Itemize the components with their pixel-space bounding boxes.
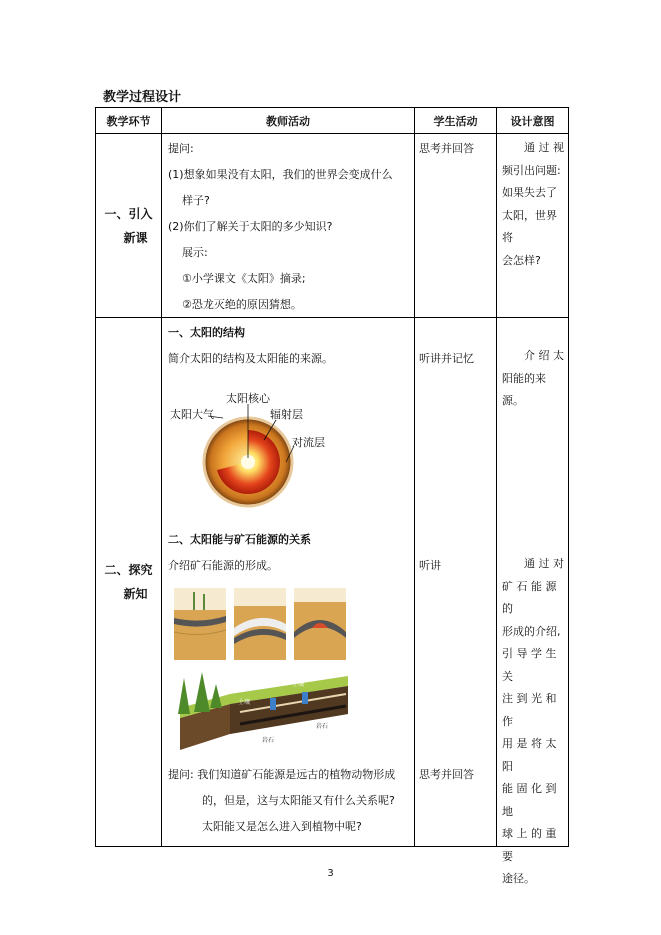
sun-structure-figure (168, 380, 328, 510)
purpose-line: 矿 石 能 源 的 (502, 579, 557, 615)
rock-label: 岩石 (316, 723, 329, 730)
student-activity-intro (415, 134, 497, 318)
stage-label: 新知 (123, 587, 148, 601)
student-text: 思考并回答 (419, 142, 474, 155)
text-line: 提问: (168, 142, 194, 155)
header-purpose: 设计意图 (497, 108, 569, 134)
rock-label: 岩石 (262, 737, 275, 744)
design-purpose-intro (497, 134, 569, 318)
stage-cell-explore (96, 318, 162, 847)
student-activity-explore (415, 318, 497, 847)
purpose-line: 通 过 视 (524, 141, 564, 154)
purpose-line: 频引出问题: (502, 163, 561, 177)
stage-cell-intro (96, 134, 162, 318)
purpose-line: 形成的介绍, (502, 624, 561, 638)
text-line: (2)你们了解关于太阳的多少知识? (168, 220, 333, 233)
purpose-line: 球 上 的 重 要 (502, 827, 557, 863)
text-line: 介绍矿石能源的形成。 (168, 559, 278, 572)
text-line: 的，但是，这与太阳能又有什么关系呢? (202, 794, 395, 807)
stage-label: 新课 (123, 230, 148, 245)
purpose-line: 注 到 光 和 作 (502, 692, 557, 728)
stage-label: 二、探究 (104, 563, 153, 577)
purpose-line: 介 绍 太 (524, 349, 564, 362)
header-stage: 教学环节 (96, 108, 162, 134)
coal-formation-block-figure (170, 668, 348, 752)
teacher-activity-intro (162, 134, 415, 318)
purpose-line: 途径。 (502, 872, 535, 885)
student-text: 听讲并记忆 (419, 352, 474, 365)
text-line: 展示: (182, 246, 208, 259)
soil-label: 土壤 (292, 681, 305, 688)
header-student: 学生活动 (415, 108, 497, 134)
text-line: ①小学课文《太阳》摘录; (182, 272, 306, 285)
table-row (96, 318, 569, 847)
purpose-line: 阳能的来源。 (502, 371, 546, 407)
text-line: 样子? (182, 194, 210, 207)
teacher-activity-explore (162, 318, 415, 847)
student-text: 听讲 (419, 559, 441, 572)
coal-formation-strata-figure (174, 588, 350, 660)
sun-convection-label: 对流层 (292, 436, 325, 449)
purpose-line: 如果失去了 (502, 186, 557, 199)
soil-label: 土壤 (238, 699, 251, 706)
purpose-line: 用 是 将 太 阳 (502, 737, 557, 773)
subheading: 二、太阳能与矿石能源的关系 (168, 533, 311, 546)
table-row (96, 134, 569, 318)
purpose-line: 引 导 学 生 关 (502, 647, 557, 683)
stage-label: 一、引入 (104, 206, 153, 221)
sun-core-label: 太阳核心 (226, 392, 270, 405)
text-line: 简介太阳的结构及太阳能的来源。 (168, 352, 333, 365)
lesson-plan-table (95, 107, 569, 885)
text-line: 提问: 我们知道矿石能源是远古的植物动物形成 (168, 768, 396, 781)
text-line: ②恐龙灭绝的原因猜想。 (182, 298, 302, 311)
purpose-line: 会怎样? (502, 253, 541, 267)
purpose-line: 通 过 对 (524, 557, 564, 570)
purpose-line: 能 固 化 到 地 (502, 782, 557, 818)
section-title: 教学过程设计 (103, 90, 182, 105)
student-text: 思考并回答 (419, 768, 474, 781)
text-line: 太阳能又是怎么进入到植物中呢? (202, 820, 362, 833)
subheading: 一、太阳的结构 (168, 326, 245, 339)
page-number: 3 (327, 868, 334, 879)
purpose-line: 太阳，世界将 (502, 208, 557, 244)
text-line: (1)想象如果没有太阳，我们的世界会变成什么 (168, 168, 393, 181)
design-purpose-explore (497, 318, 569, 885)
sun-radiation-label: 辐射层 (270, 408, 303, 421)
header-teacher: 教师活动 (162, 108, 415, 134)
sun-atmosphere-label: 太阳大气 (170, 408, 214, 421)
table-header-row (96, 108, 569, 134)
